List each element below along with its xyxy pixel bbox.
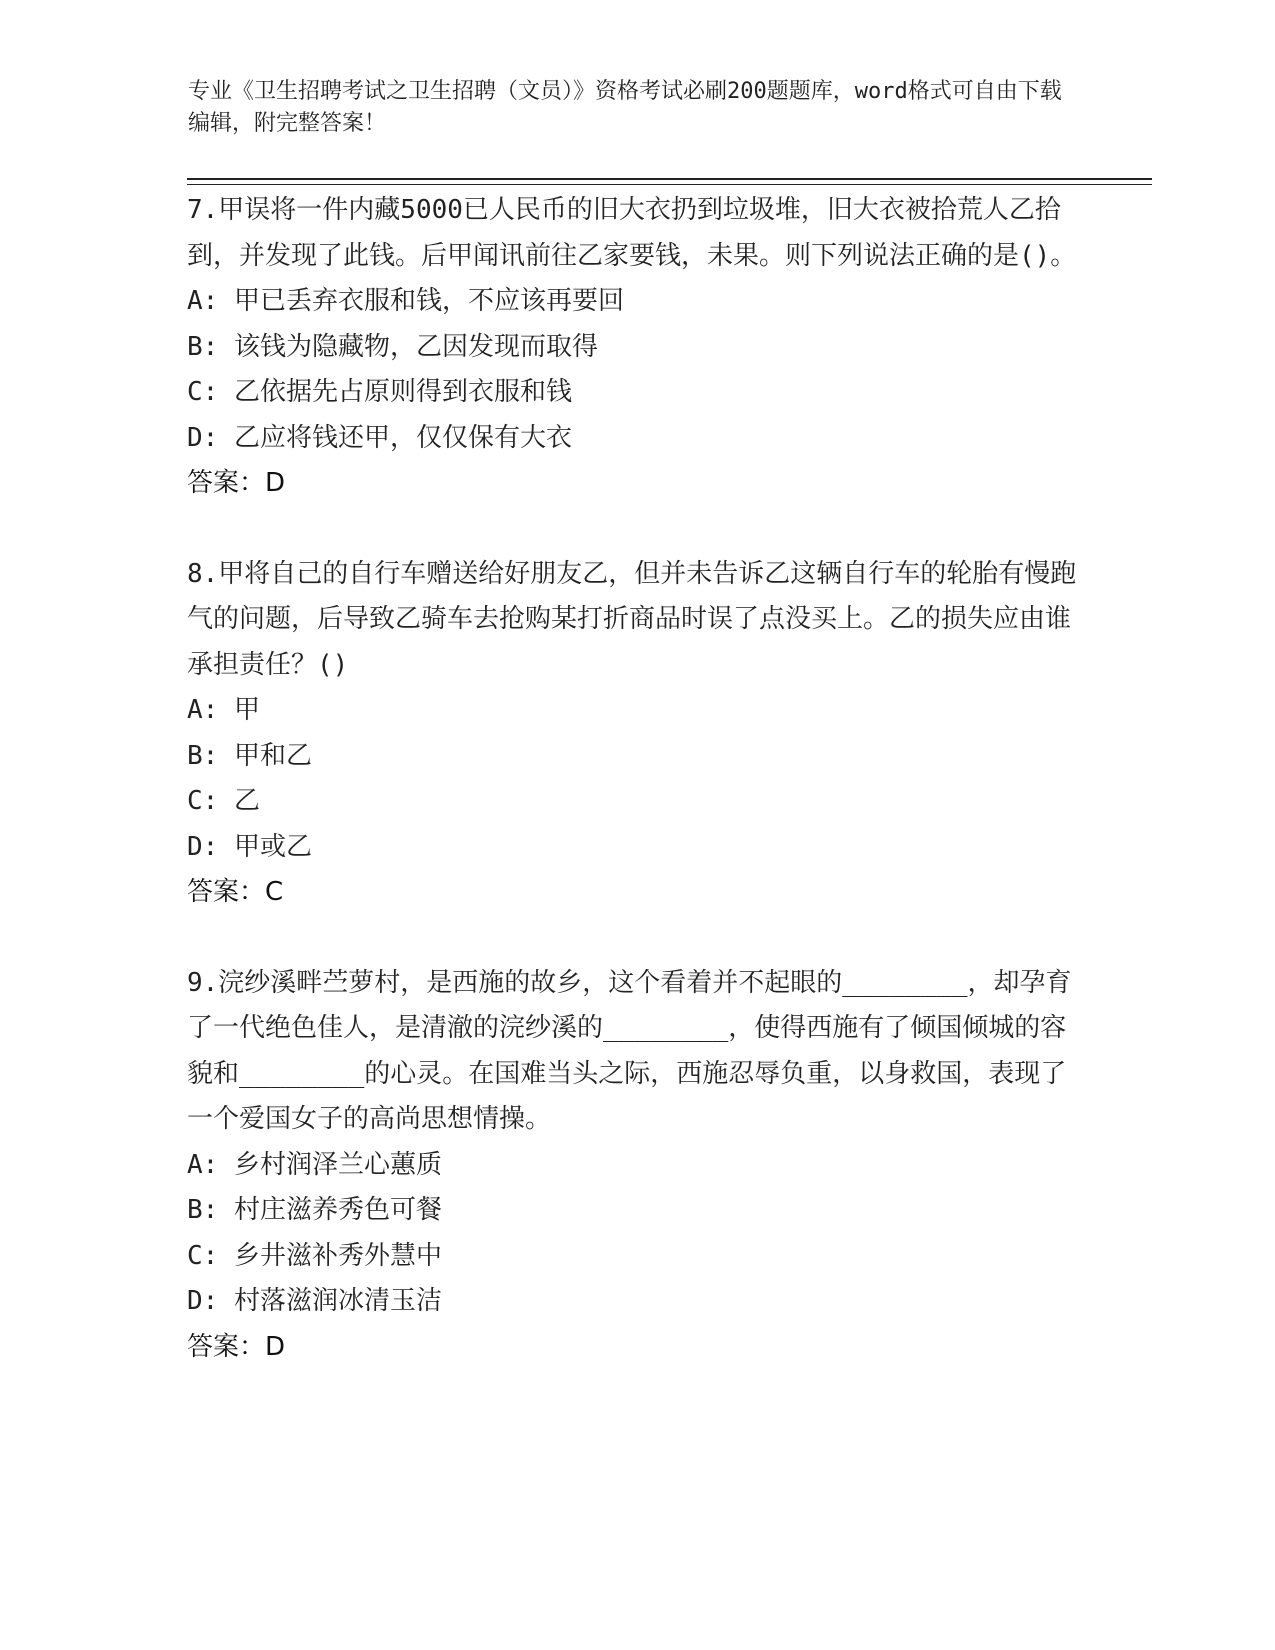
option-d: D: 村落滋润冰清玉洁 (187, 1286, 442, 1316)
question-stem: 8.甲将自己的自行车赠送给好朋友乙，但并未告诉乙这辆自行车的轮胎有慢跑气的问题，后导致乙骑车去抢购某打折商品时误了点没买上。乙的损失应由谁承担责任？() (187, 558, 1077, 680)
answer-label: 答案：D (187, 468, 286, 498)
option-d: D: 甲或乙 (187, 831, 312, 862)
option-b: B: 甲和乙 (187, 740, 312, 771)
question-stem: 7.甲误将一件内藏5000已人民币的旧大衣扔到垃圾堆，旧大衣被拾荒人乙拾到，并发现了此钱。后甲闻讯前往乙家要钱，未果。则下列说法正确的是()。 (187, 195, 1077, 271)
header-divider-thin (187, 184, 1152, 185)
option-c: C: 乙 (187, 786, 260, 816)
option-a: A: 甲已丢弃衣服和钱，不应该再要回 (187, 286, 624, 316)
answer-label: 答案：D (187, 1331, 286, 1362)
question-7 (187, 188, 1087, 507)
question-list (187, 188, 1087, 1415)
question-stem: 9.浣纱溪畔苎萝村，是西施的故乡，这个看着并不起眼的________，却孕育了一代绝色佳人，是清澈的浣纱溪的________，使得西施有了倾国倾城的容貌和________的心灵。在国难当头之际，西施忍辱负重，以身救国，表现了一个爱国女子的高尚思想情操。 (187, 967, 1072, 1134)
document-header: 专业《卫生招聘考试之卫生招聘（文员）》资格考试必刷200题题库，word格式可自由下载编辑，附完整答案！ (188, 79, 1062, 136)
option-a: A: 甲 (187, 695, 260, 725)
option-a: A: 乡村润泽兰心蕙质 (187, 1149, 442, 1180)
option-b: B: 村庄滋养秀色可餐 (187, 1195, 442, 1225)
header-divider-thick (187, 178, 1152, 180)
option-c: C: 乙依据先占原则得到衣服和钱 (187, 377, 572, 407)
answer-label: 答案：C (187, 877, 284, 907)
question-9 (187, 961, 1087, 1371)
option-d: D: 乙应将钱还甲，仅仅保有大衣 (187, 422, 572, 453)
option-c: C: 乡井滋补秀外慧中 (187, 1240, 442, 1271)
option-b: B: 该钱为隐藏物，乙因发现而取得 (187, 331, 598, 362)
question-8 (187, 552, 1087, 916)
